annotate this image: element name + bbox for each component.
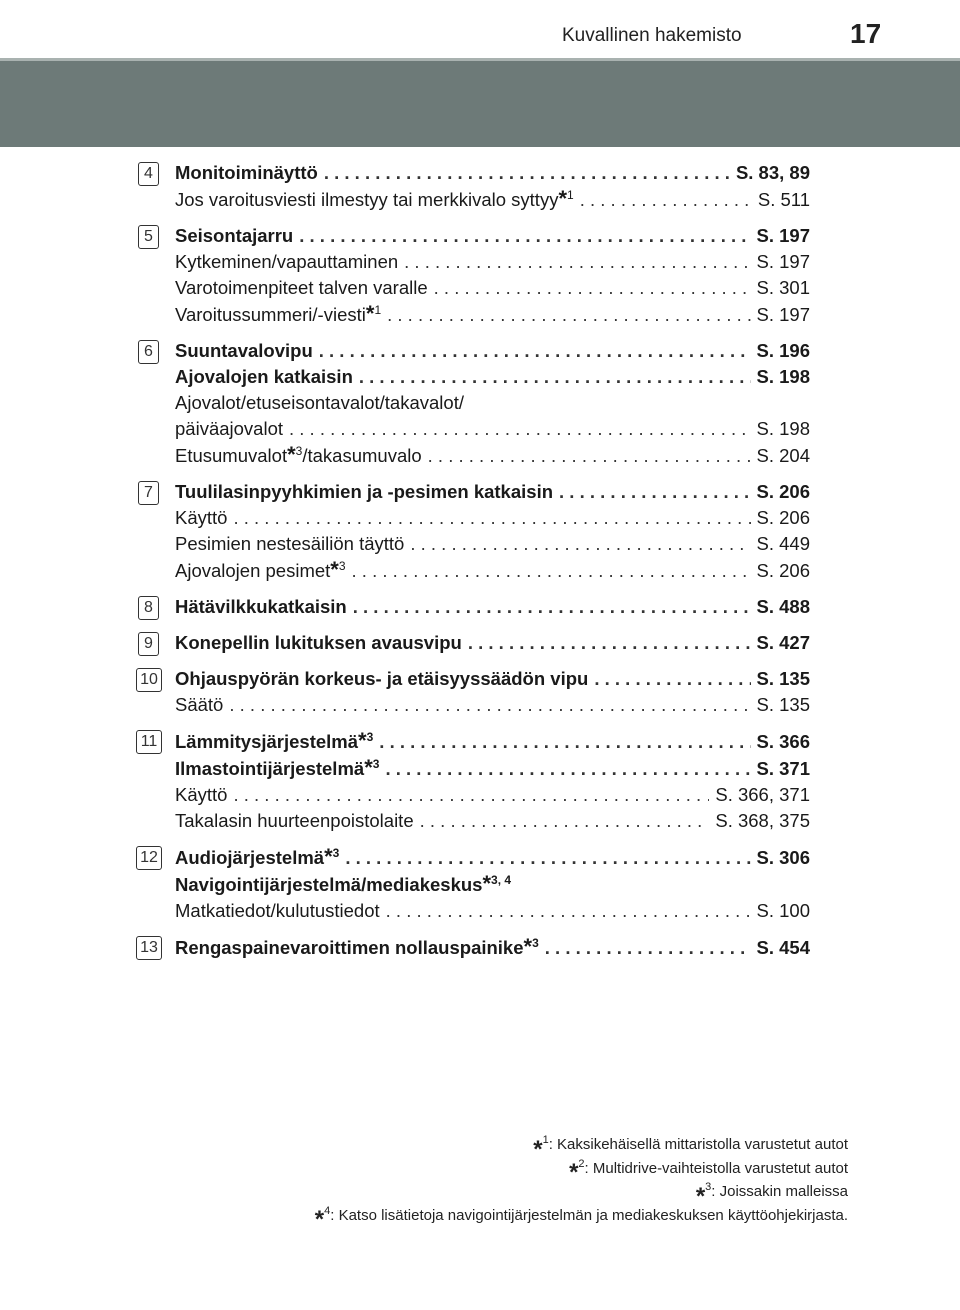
footnote: *$^2$: Multidrive-vaihteistolla varustetut autot [569, 1157, 848, 1187]
index-entry [175, 505, 810, 531]
entry-label: Ajovalojen katkaisin [175, 366, 353, 387]
entry-label: Monitoiminäyttö [175, 162, 318, 183]
entry-label: Säätö [175, 694, 224, 715]
leader-dots [345, 845, 750, 871]
entry-label: Tuulilasinpyyhkimien ja -pesimen katkaisin [175, 481, 554, 502]
index-section [138, 666, 810, 718]
index-entry [175, 594, 810, 620]
section-marker: 4 [138, 162, 159, 186]
footnote-ref: 3, 4 [491, 873, 512, 887]
index-entry [175, 390, 810, 416]
footnote-ref: 3 [338, 559, 346, 573]
index-section [138, 844, 810, 924]
leader-dots [233, 782, 709, 808]
footnote-star: * [287, 442, 296, 467]
index-entry [175, 479, 810, 505]
footnote-ref: 3 [532, 936, 539, 950]
leader-dots [428, 443, 751, 469]
page-reference: S. 206 [756, 560, 810, 581]
page-reference: S. 135 [756, 694, 810, 715]
entry-label: Kytkeminen/vapauttaminen [175, 251, 399, 272]
page-reference: S. 100 [756, 900, 810, 921]
section-title: Kuvallinen hakemisto [562, 25, 742, 46]
index-entry [175, 275, 810, 301]
section-marker: 6 [138, 340, 159, 364]
footnote: *$^4$: Katso lisätietoja navigointijärjestelmän ja mediakeskuksen käyttöohjekirjasta. [314, 1204, 848, 1234]
entry-label: Konepellin lukituksen avausvipu [175, 632, 462, 653]
page-reference: S. 83, 89 [735, 162, 810, 183]
page-reference: S. 206 [756, 481, 810, 502]
leader-dots [404, 249, 750, 275]
index-section [138, 338, 810, 469]
leader-dots [229, 692, 750, 718]
leader-dots [545, 935, 751, 961]
entry-label: päiväajovalot [175, 418, 283, 439]
leader-dots [299, 223, 750, 249]
index-section [138, 479, 810, 584]
leader-dots [580, 187, 752, 213]
page-reference: S. 427 [756, 632, 810, 653]
page-reference: S. 306 [756, 847, 810, 868]
footnote-star: * [523, 934, 533, 959]
entry-label: Etusumuvalot*$^3$/takasumuvalo [175, 442, 422, 467]
header-band [0, 58, 960, 147]
leader-dots [352, 558, 751, 584]
page-reference: S. 301 [756, 277, 810, 298]
entry-label: Varotoimenpiteet talven varalle [175, 277, 428, 298]
index-entry [175, 531, 810, 557]
leader-dots [594, 666, 750, 692]
index-entry [175, 338, 810, 364]
footnote-star: * [330, 557, 339, 582]
leader-dots [353, 594, 751, 620]
index-entry [175, 871, 810, 898]
index-entry [175, 630, 810, 656]
leader-dots [434, 275, 751, 301]
entry-label: Seisontajarru [175, 225, 294, 246]
index-section [138, 160, 810, 213]
footnote-star: * [364, 755, 373, 780]
page-reference: S. 197 [756, 251, 810, 272]
index-entry [175, 666, 810, 692]
index-list [138, 160, 810, 971]
index-entry [175, 755, 810, 782]
index-entry [175, 364, 810, 390]
section-marker: 5 [138, 225, 159, 249]
leader-dots [385, 756, 750, 782]
footnote-star: * [358, 728, 367, 753]
page-reference: S. 197 [756, 304, 810, 325]
leader-dots [319, 338, 751, 364]
leader-dots [559, 479, 750, 505]
entry-label: Jos varoitusviesti ilmestyy tai merkkivalo syttyy*$^1$ [175, 186, 574, 211]
footnote-star: * [324, 844, 333, 869]
footnote-ref: 3 [366, 730, 374, 744]
page-reference: S. 197 [756, 225, 810, 246]
index-entry [175, 442, 810, 469]
page-header [0, 0, 960, 58]
page-reference: S. 206 [756, 507, 810, 528]
page-reference: S. 204 [756, 445, 810, 466]
index-section [138, 630, 810, 656]
entry-label: Hätävilkkukatkaisin [175, 596, 347, 617]
entry-label: Rengaspainevaroittimen nollauspainike*$^3$ [175, 934, 539, 959]
leader-dots [359, 364, 751, 390]
footnote-ref: 3 [332, 846, 340, 860]
page-reference: S. 371 [756, 758, 810, 779]
index-entry [175, 223, 810, 249]
footnote-ref: 3 [295, 444, 303, 458]
entry-label: Käyttö [175, 507, 228, 528]
page-reference: S. 198 [756, 418, 810, 439]
entry-label: Ajovalot/etuseisontavalot/takavalot/ [175, 392, 464, 413]
index-section [138, 728, 810, 834]
index-entry [175, 844, 810, 871]
index-section [138, 934, 810, 961]
index-entry [175, 301, 810, 328]
section-marker: 8 [138, 596, 159, 620]
page-reference: S. 449 [756, 533, 810, 554]
leader-dots [410, 531, 750, 557]
entry-label: Navigointijärjestelmä/mediakeskus*$^{3, 4}$ [175, 871, 512, 896]
footnotes [314, 1133, 848, 1234]
leader-dots [324, 160, 730, 186]
footnote: *$^3$: Joissakin malleissa [695, 1181, 848, 1210]
index-entry [175, 249, 810, 275]
section-marker: 9 [138, 632, 159, 656]
page-reference: S. 511 [757, 189, 810, 210]
footnote: *$^1$: Kaksikehäisellä mittaristolla varustetut autot [533, 1134, 848, 1163]
footnote-ref: 1 [567, 188, 574, 202]
leader-dots [468, 630, 751, 656]
footnote-star: * [558, 186, 568, 211]
section-marker: 7 [138, 481, 159, 505]
index-entry [175, 782, 810, 808]
leader-dots [233, 505, 750, 531]
index-entry [175, 186, 810, 213]
page-reference: S. 366, 371 [715, 784, 810, 805]
entry-label: Käyttö [175, 784, 228, 805]
index-entry [175, 160, 810, 186]
page-reference: S. 454 [756, 937, 810, 958]
entry-label: Pesimien nestesäiliön täyttö [175, 533, 405, 554]
index-entry [175, 692, 810, 718]
section-marker: 12 [136, 846, 162, 870]
leader-dots [289, 416, 751, 442]
section-marker: 11 [136, 730, 162, 754]
index-entry [175, 416, 810, 442]
entry-label: Ilmastointijärjestelmä*$^3$ [175, 755, 380, 780]
leader-dots [379, 729, 750, 755]
entry-label: Suuntavalovipu [175, 340, 313, 361]
index-entry [175, 934, 810, 961]
footnote-ref: 1 [374, 303, 382, 317]
entry-label: Audiojärjestelmä*$^3$ [175, 844, 340, 869]
page-reference: S. 196 [756, 340, 810, 361]
index-section [138, 223, 810, 328]
footnote-star: * [365, 301, 375, 326]
entry-label: Ohjauspyörän korkeus- ja etäisyyssäädön vipu [175, 668, 589, 689]
entry-label: Matkatiedot/kulutustiedot [175, 900, 380, 921]
entry-label: Varoitussummeri/-viesti*$^1$ [175, 301, 382, 326]
index-entry [175, 728, 810, 755]
entry-label: Lämmitysjärjestelmä*$^3$ [175, 728, 374, 753]
page-reference: S. 488 [756, 596, 810, 617]
page-number: 17 [850, 18, 882, 49]
entry-label: Takalasin huurteenpoistolaite [175, 810, 414, 831]
index-entry [175, 898, 810, 924]
leader-dots [386, 898, 751, 924]
index-section [138, 594, 810, 620]
section-marker: 10 [136, 668, 162, 692]
leader-dots [387, 302, 750, 328]
footnote-ref: 3 [372, 757, 380, 771]
footnote-star: * [482, 871, 492, 896]
leader-dots [420, 808, 710, 834]
page-reference: S. 368, 375 [715, 810, 810, 831]
entry-label: Ajovalojen pesimet*$^3$ [175, 557, 346, 582]
index-entry [175, 557, 810, 584]
page-reference: S. 366 [756, 731, 810, 752]
page-reference: S. 198 [756, 366, 810, 387]
index-entry [175, 808, 810, 834]
section-marker: 13 [136, 936, 162, 960]
page-reference: S. 135 [756, 668, 810, 689]
